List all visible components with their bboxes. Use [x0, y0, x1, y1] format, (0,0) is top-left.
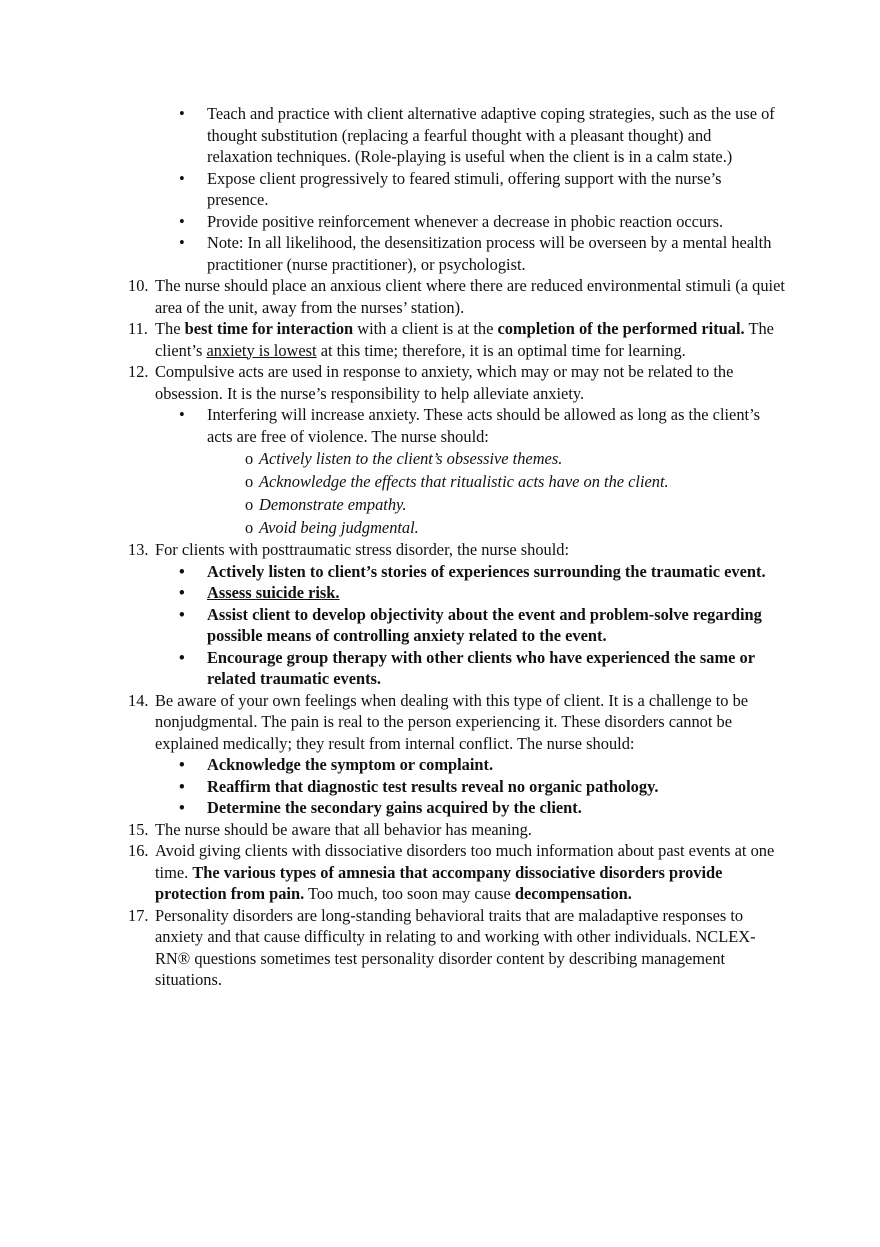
item-number: 10.: [128, 276, 149, 295]
underlined-text: Assess suicide risk.: [207, 583, 340, 602]
item-underlined-text: anxiety is lowest: [206, 340, 317, 360]
item-text: The: [155, 319, 181, 338]
item-text: at this time; therefore, it is an optimal time for learning.: [316, 340, 686, 360]
bullet-positive-reinforcement: • Provide positive reinforcement whenever a decrease in phobic reaction occurs.: [207, 211, 777, 233]
item-text: Avoid giving clients with dissociative disorders too much information about past events at one time.: [155, 841, 775, 882]
item-number: 13.: [128, 540, 149, 559]
item-10: [128, 275, 785, 318]
item-bold-text: The various types of amnesia that accompany dissociative disorders provide protection from pain.: [155, 862, 723, 903]
bullet-reaffirm-tests: • Reaffirm that diagnostic test results reveal no organic pathology.: [207, 776, 777, 798]
bullet-interfering: • Interfering will increase anxiety. These acts should be allowed as long as the client’s acts are free of violence. The nurse should:: [207, 404, 777, 447]
bullet-expose-stimuli: • Expose client progressively to feared stimuli, offering support with the nurse’s presence.: [207, 168, 777, 211]
item-text: with a client is at the: [353, 319, 494, 338]
item-number: 14.: [128, 690, 149, 710]
item-bold-text: completion of the performed ritual.: [493, 319, 745, 338]
sub-bullet: o Avoid being judgmental.: [259, 516, 779, 539]
item-text: Too much, too soon may cause: [304, 884, 515, 903]
item-text: The client’s: [155, 319, 774, 360]
item-11: [128, 318, 785, 361]
item-17: [128, 905, 785, 991]
item-bold-text: decompensation.: [514, 884, 632, 903]
bullet-acknowledge-symptom: • Acknowledge the symptom or complaint.: [207, 754, 777, 776]
item-number: 17.: [128, 905, 149, 925]
bullet-secondary-gains: • Determine the secondary gains acquired by the client.: [207, 797, 777, 819]
item-number: 11.: [128, 319, 148, 338]
item-text: For clients with posttraumatic stress disorder, the nurse should:: [155, 540, 570, 559]
item-bold-text: best time for interaction: [180, 319, 354, 338]
item-number: 16.: [128, 841, 149, 860]
bullet-ptsd-listen: • Actively listen to client’s stories of experiences surrounding the traumatic event.: [207, 561, 777, 583]
item-12: [128, 361, 785, 404]
item-15: [128, 819, 785, 841]
item-16: [128, 840, 785, 905]
bullet-ptsd-suicide: [207, 582, 777, 604]
sub-bullet: o Acknowledge the effects that ritualistic acts have on the client.: [259, 470, 779, 493]
item-text: Personality disorders are long-standing behavioral traits that are maladaptive responses to anxiety and that cause difficulty in relating to and working with other individuals. NCLEX-RN® questions sometimes test personality disorder content by describing management situations.: [155, 905, 756, 989]
item-number: 15.: [128, 819, 149, 839]
sub-bullet: o Actively listen to the client’s obsessive themes.: [259, 447, 779, 470]
item-text: The nurse should be aware that all behavior has meaning.: [155, 819, 532, 839]
sub-bullet: o Demonstrate empathy.: [259, 493, 779, 516]
bullet-ptsd-objectivity: • Assist client to develop objectivity about the event and problem-solve regarding possible means of controlling anxiety related to the event.: [207, 604, 777, 647]
item-text: The nurse should place an anxious client where there are reduced environmental stimuli (a quiet area of the unit, away from the nurses’ station).: [155, 276, 785, 317]
item-text: Be aware of your own feelings when dealing with this type of client. It is a challenge to be nonjudgmental. The pain is real to the person experiencing it. These disorders cannot be explained medically; they result from internal conflict. The nurse should:: [155, 690, 749, 753]
item-13: [128, 539, 785, 561]
bullet-ptsd-group-therapy: • Encourage group therapy with other clients who have experienced the same or related traumatic events.: [207, 647, 777, 690]
bullet-desensitization-note: • Note: In all likelihood, the desensitization process will be overseen by a mental health practitioner (nurse practitioner), or psychologist.: [207, 232, 777, 275]
item-14: [128, 690, 785, 755]
item-text: Compulsive acts are used in response to anxiety, which may or may not be related to the obsession. It is the nurse’s responsibility to help alleviate anxiety.: [155, 362, 734, 403]
item-number: 12.: [128, 362, 149, 381]
bullet-coping-strategies: • Teach and practice with client alternative adaptive coping strategies, such as the use of thought substitution (replacing a fearful thought with a pleasant thought) and relaxation techniques. (Role-playing is useful when the client is in a calm state.): [207, 103, 777, 168]
